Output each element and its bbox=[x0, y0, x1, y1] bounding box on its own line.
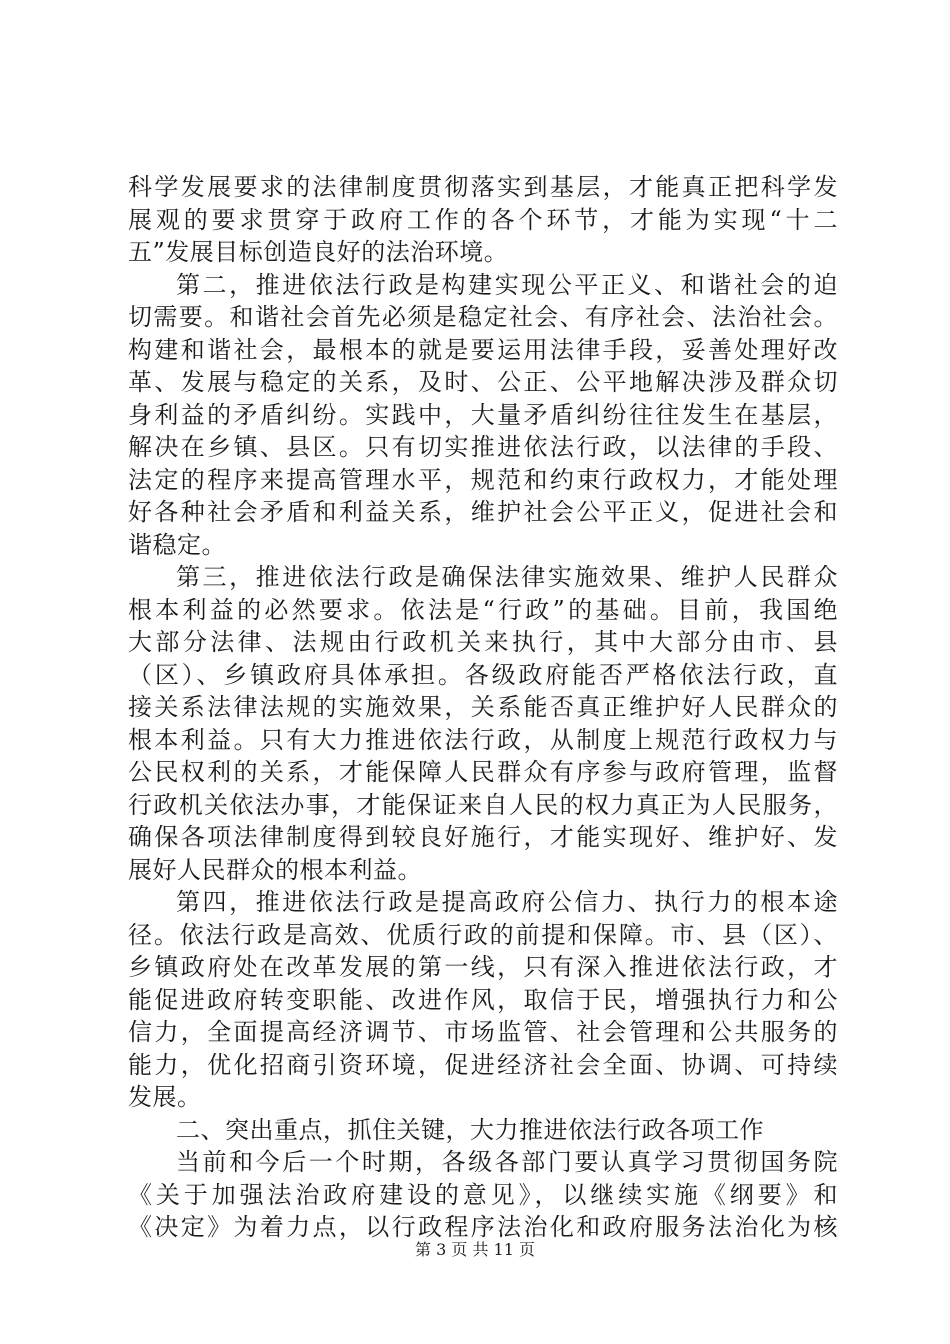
text-line: 径。依法行政是高效、优质行政的前提和保障。市、县（区）、 bbox=[128, 920, 838, 949]
text-line: 谐稳定。 bbox=[128, 530, 226, 559]
text-line: 好各种社会矛盾和利益关系，维护社会公平正义，促进社会和 bbox=[128, 498, 838, 526]
text-line: 解决在乡镇、县区。只有切实推进依法行政，以法律的手段、 bbox=[128, 433, 838, 461]
paragraph-start-line: 第二，推进依法行政是构建实现公平正义、和谐社会的迫 bbox=[176, 270, 838, 299]
page-footer bbox=[0, 1240, 950, 1260]
text-line: 根本利益的必然要求。依法是“行政”的基础。目前，我国绝 bbox=[128, 595, 838, 624]
section-heading: 二、突出重点，抓住关键，大力推进依法行政各项工作 bbox=[176, 1115, 764, 1144]
text-line: 展好人民群众的根本利益。 bbox=[128, 855, 422, 884]
text-line: 公民权利的关系，才能保障人民群众有序参与政府管理，监督 bbox=[128, 758, 838, 786]
text-line: （区）、乡镇政府具体承担。各级政府能否严格依法行政，直 bbox=[128, 660, 838, 689]
text-line: 《关于加强法治政府建设的意见》，以继续实施《纲要》和 bbox=[128, 1180, 838, 1209]
text-line: 大部分法律、法规由行政机关来执行，其中大部分由市、县 bbox=[128, 628, 838, 656]
text-line: 根本利益。只有大力推进依法行政，从制度上规范行政权力与 bbox=[128, 725, 838, 754]
paragraph-start-line: 第四，推进依法行政是提高政府公信力、执行力的根本途 bbox=[176, 888, 838, 916]
page-number: 第 3 页 共 11 页 bbox=[415, 1240, 535, 1259]
text-line: 《决定》为着力点，以行政程序法治化和政府服务法治化为核 bbox=[128, 1213, 838, 1241]
text-line: 构建和谐社会，最根本的就是要运用法律手段，妥善处理好改 bbox=[128, 335, 838, 364]
paragraph-start-line: 当前和今后一个时期，各级各部门要认真学习贯彻国务院 bbox=[176, 1148, 838, 1176]
document-body bbox=[128, 171, 838, 1244]
paragraph-start-line: 第三，推进依法行政是确保法律实施效果、维护人民群众 bbox=[176, 563, 838, 591]
text-line: 行政机关依法办事，才能保证来自人民的权力真正为人民服务， bbox=[128, 790, 838, 819]
text-line: 科学发展要求的法律制度贯彻落实到基层，才能真正把科学发 bbox=[128, 173, 838, 201]
text-line: 五”发展目标创造良好的法治环境。 bbox=[128, 238, 509, 266]
text-line: 接关系法律法规的实施效果，关系能否真正维护好人民群众的 bbox=[128, 693, 838, 721]
text-line: 乡镇政府处在改革发展的第一线，只有深入推进依法行政，才 bbox=[128, 953, 838, 981]
text-line: 能力，优化招商引资环境，促进经济社会全面、协调、可持续 bbox=[128, 1050, 838, 1079]
text-line: 发展。 bbox=[128, 1083, 202, 1111]
text-line: 身利益的矛盾纠纷。实践中，大量矛盾纠纷往往发生在基层， bbox=[128, 400, 838, 429]
text-line: 法定的程序来提高管理水平，规范和约束行政权力，才能处理 bbox=[128, 465, 838, 494]
text-line: 能促进政府转变职能、改进作风，取信于民，增强执行力和公 bbox=[128, 985, 838, 1014]
text-line: 切需要。和谐社会首先必须是稳定社会、有序社会、法治社会。 bbox=[128, 303, 838, 331]
text-line: 确保各项法律制度得到较良好施行，才能实现好、维护好、发 bbox=[128, 823, 838, 851]
text-line: 革、发展与稳定的关系，及时、公正、公平地解决涉及群众切 bbox=[128, 368, 838, 396]
text-line: 展观的要求贯穿于政府工作的各个环节，才能为实现“十二 bbox=[128, 205, 838, 234]
text-line: 信力，全面提高经济调节、市场监管、社会管理和公共服务的 bbox=[128, 1018, 838, 1046]
